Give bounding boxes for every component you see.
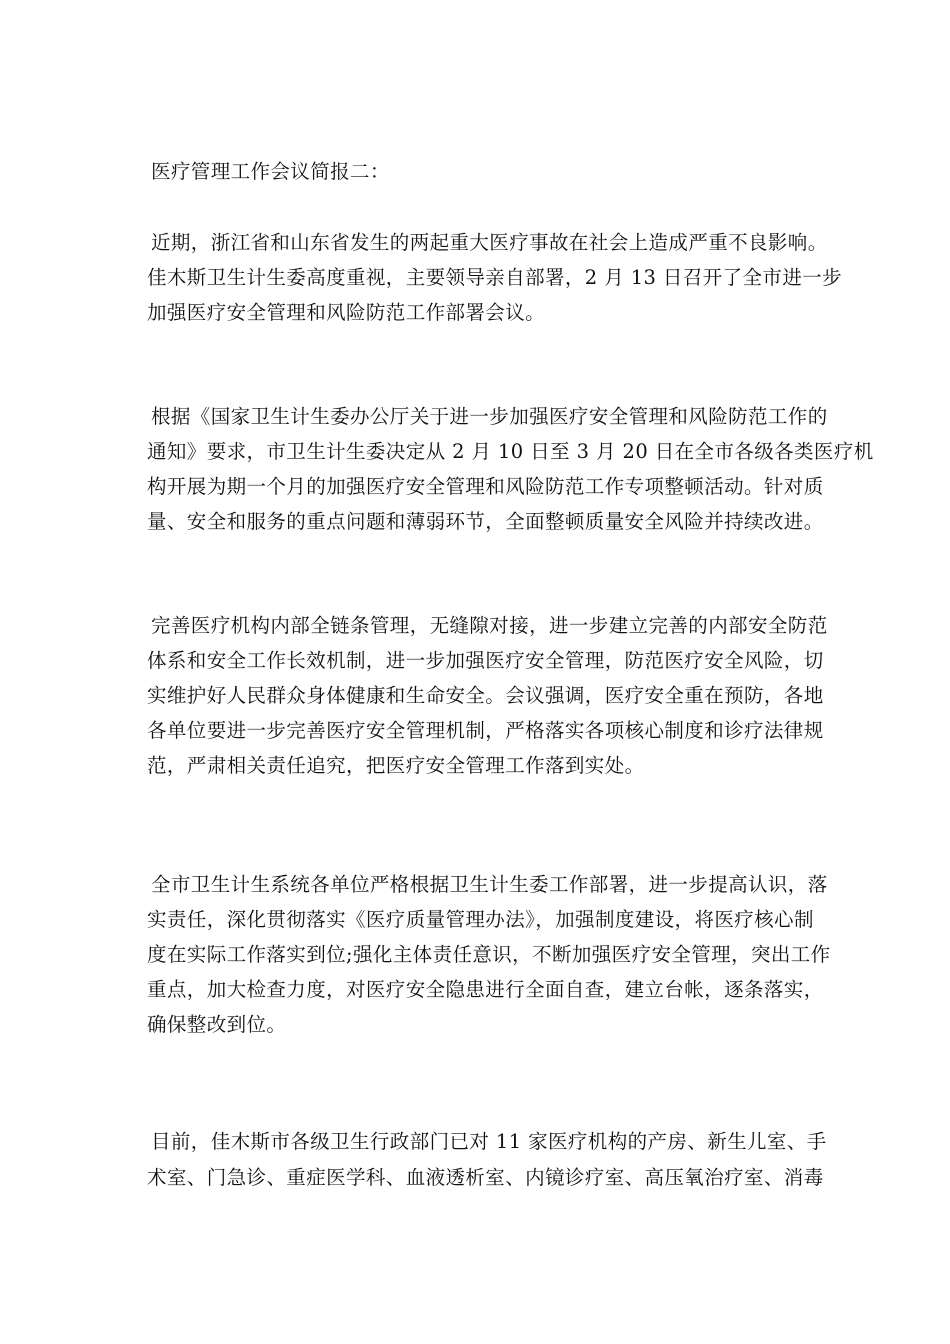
paragraph-line: 实责任，深化贯彻落实《医疗质量管理办法》，加强制度建设，将医疗核心制: [147, 908, 814, 931]
paragraph-line: 近期，浙江省和山东省发生的两起重大医疗事故在社会上造成严重不良影响。: [151, 231, 828, 254]
paragraph-line: 加强医疗安全管理和风险防范工作部署会议。: [147, 301, 546, 324]
paragraph-line: 根据《国家卫生计生委办公厅关于进一步加强医疗安全管理和风险防范工作的: [151, 405, 828, 428]
paragraph-line: 量、安全和服务的重点问题和薄弱环节，全面整顿质量安全风险并持续改进。: [147, 510, 824, 533]
paragraph-line: 度在实际工作落实到位;强化主体责任意识，不断加强医疗安全管理，突出工作: [147, 943, 831, 966]
paragraph-line: 构开展为期一个月的加强医疗安全管理和风险防范工作专项整顿活动。针对质: [147, 475, 824, 498]
paragraph-line: 佳木斯卫生计生委高度重视，主要领导亲自部署，2 月 13 日召开了全市进一步: [147, 266, 843, 289]
paragraph-line: 确保整改到位。: [147, 1013, 287, 1036]
paragraph-line: 范，严肃相关责任追究，把医疗安全管理工作落到实处。: [147, 754, 645, 777]
paragraph-line: 目前，佳木斯市各级卫生行政部门已对 11 家医疗机构的产房、新生儿室、手: [151, 1130, 827, 1153]
paragraph-line: 重点，加大检查力度，对医疗安全隐患进行全面自查，建立台帐，逐条落实，: [147, 978, 824, 1001]
paragraph-line: 体系和安全工作长效机制，进一步加强医疗安全管理，防范医疗安全风险，切: [147, 649, 824, 672]
paragraph-line: 全市卫生计生系统各单位严格根据卫生计生委工作部署，进一步提高认识，落: [151, 873, 828, 896]
paragraph-line: 完善医疗机构内部全链条管理，无缝隙对接，进一步建立完善的内部安全防范: [151, 614, 828, 637]
paragraph-line: 通知》要求，市卫生计生委决定从 2 月 10 日至 3 月 20 日在全市各级各类医疗机: [147, 440, 874, 463]
paragraph-line: 各单位要进一步完善医疗安全管理机制，严格落实各项核心制度和诊疗法律规: [147, 719, 824, 742]
paragraph-line: 术室、门急诊、重症医学科、血液透析室、内镜诊疗室、高压氧治疗室、消毒: [147, 1166, 824, 1189]
paragraph-line: 实维护好人民群众身体健康和生命安全。会议强调，医疗安全重在预防，各地: [147, 684, 824, 707]
document-heading: 医疗管理工作会议简报二：: [151, 160, 390, 183]
